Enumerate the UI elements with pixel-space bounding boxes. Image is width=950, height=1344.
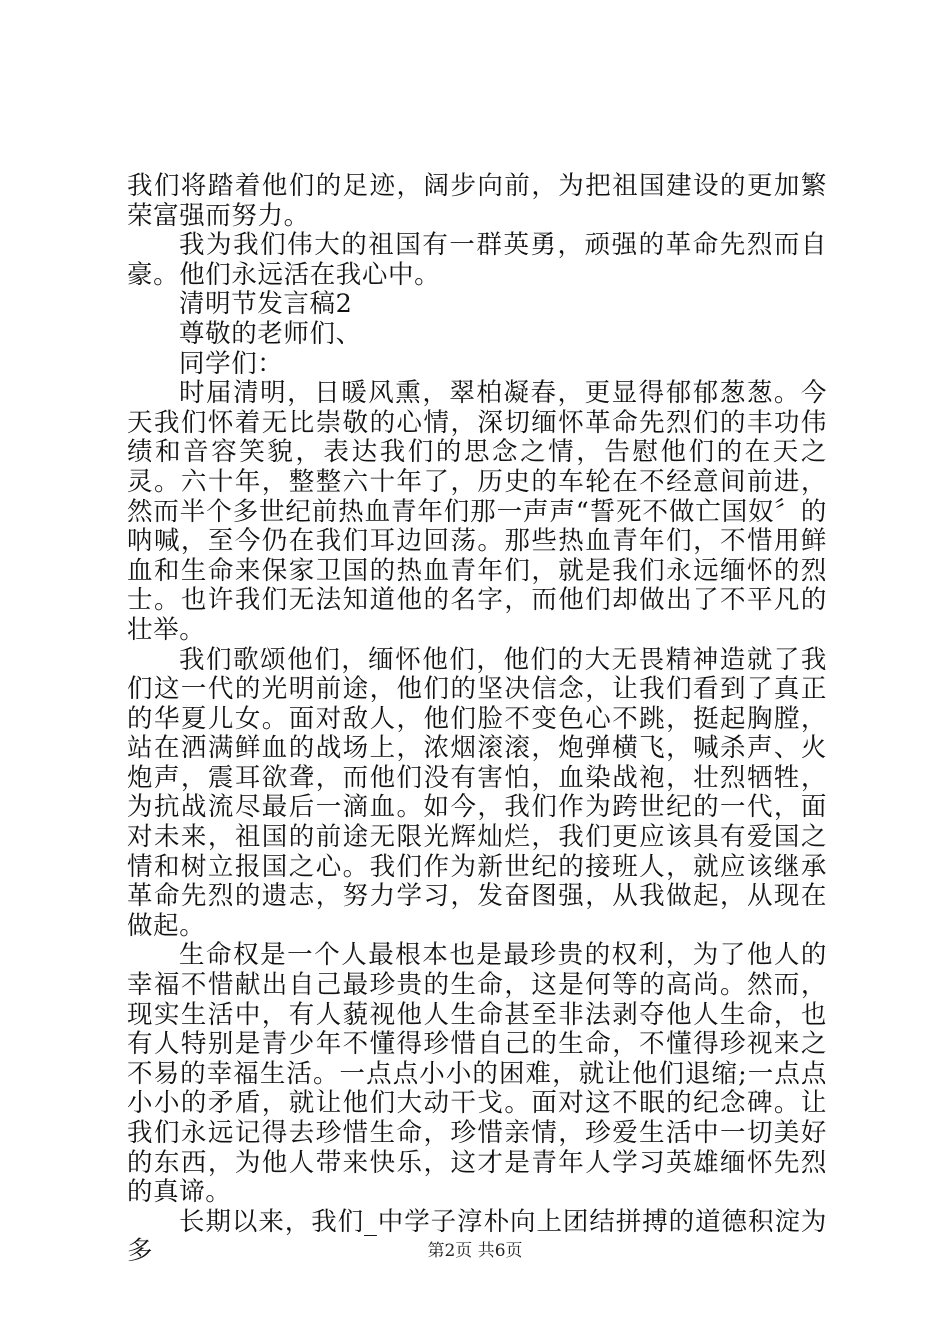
paragraph: 我们将踏着他们的足迹，阔步向前，为把祖国建设的更加繁荣富强而努力。 xyxy=(127,171,827,231)
document-body xyxy=(127,172,827,1267)
paragraph: 我们歌颂他们，缅怀他们，他们的大无畏精神造就了我们这一代的光明前途，他们的坚决信念，让我们看到了真正的华夏儿女。面对敌人，他们脸不变色心不跳，挺起胸膛，站在洒满鲜血的战场上，浓烟滚滚，炮弹横飞，喊杀声、火炮声，震耳欲聋，而他们没有害怕，血染战袍，壮烈牺牲，为抗战流尽最后一滴血。如今，我们作为跨世纪的一代，面对未来，祖国的前途无限光辉灿烂，我们更应该具有爱国之情和树立报国之心。我们作为新世纪的接班人，就应该继承革命先烈的遗志，努力学习，发奋图强，从我做起，从现在做起。 xyxy=(127,644,827,941)
paragraph: 时届清明，日暖风熏，翠柏凝春，更显得郁郁葱葱。今天我们怀着无比崇敬的心情，深切缅怀革命先烈们的丰功伟绩和音容笑貌，表达我们的思念之情，告慰他们的在天之灵。六十年，整整六十年了，历史的车轮在不经意间前进，然而半个多世纪前热血青年们那一声声“誓死不做亡国奴〞的呐喊，至今仍在我们耳边回荡。那些热血青年们，不惜用鲜血和生命来保家卫国的热血青年们，就是我们永远缅怀的烈士。也许我们无法知道他的名字，而他们却做出了不平凡的壮举。 xyxy=(127,378,827,645)
salutation-teachers: 尊敬的老师们、 xyxy=(179,318,362,349)
paragraph: 我为我们伟大的祖国有一群英勇，顽强的革命先烈而自豪。他们永远活在我心中。 xyxy=(127,230,827,290)
page-number-footer: 第2页 共6页 xyxy=(427,1241,523,1261)
salutation-students: 同学们： xyxy=(179,348,284,379)
paragraph: 生命权是一个人最根本也是最珍贵的权利，为了他人的幸福不惜献出自己最珍贵的生命，这是何等的高尚。然而，现实生活中，有人藐视他人生命甚至非法剥夺他人生命，也有人特别是青少年不懂得珍惜自己的生命，不懂得珍视来之不易的幸福生活。一点点小小的困难，就让他们退缩;一点点小小的矛盾，就让他们大动干戈。面对这不眠的纪念碑。让我们永远记得去珍惜生命，珍惜亲情，珍爱生活中一切美好的东西，为他人带来快乐，这才是青年人学习英雄缅怀先烈的真谛。 xyxy=(127,940,827,1208)
speech-title: 清明节发言稿2 xyxy=(179,289,353,320)
paragraph: 长期以来，我们_中学子淳朴向上团结拼搏的道德积淀为多 xyxy=(127,1206,827,1267)
